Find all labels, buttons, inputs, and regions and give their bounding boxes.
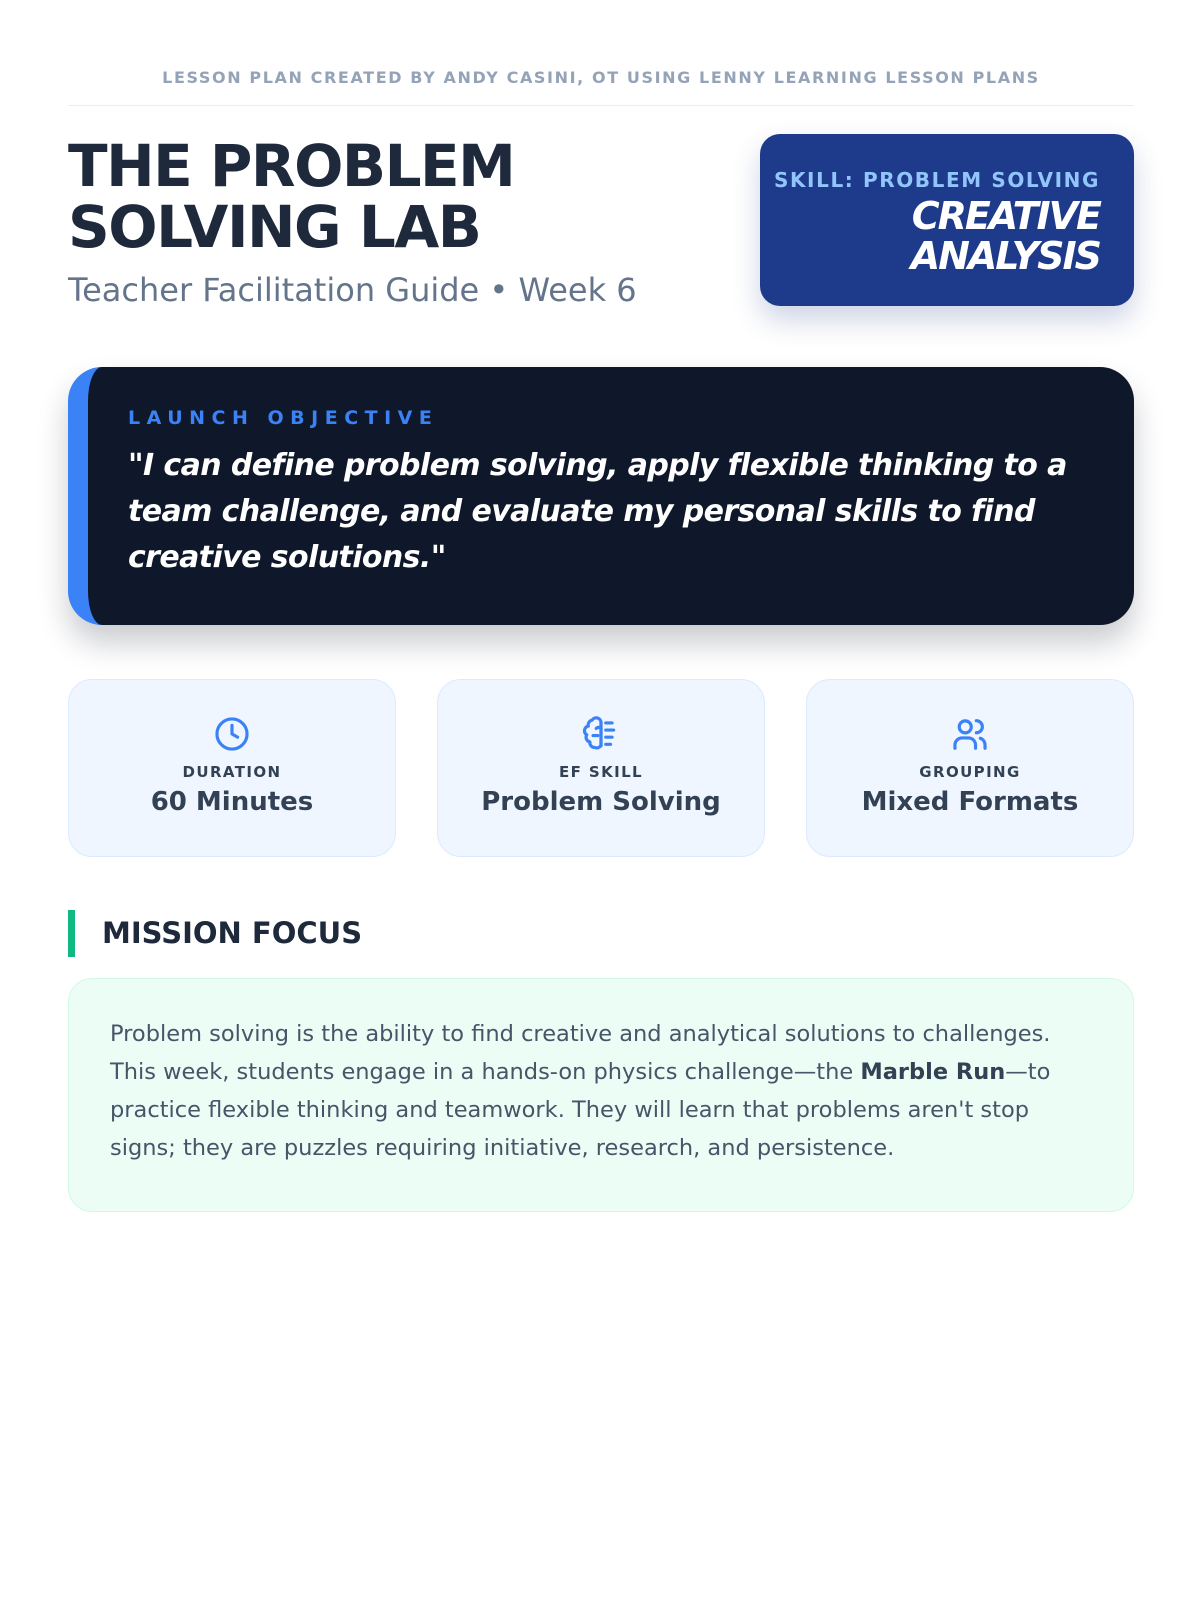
skill-label: SKILL: PROBLEM SOLVING [773, 168, 1100, 192]
info-cards [68, 679, 1134, 857]
page-subtitle: Teacher Facilitation Guide • Week 6 [68, 271, 637, 309]
mission-focus-box [68, 978, 1134, 1212]
skill-badge [760, 134, 1134, 306]
header [68, 106, 1134, 376]
skill-name-line-1: CREATIVE [911, 194, 1100, 238]
clock-icon [213, 715, 251, 753]
skill-name [760, 196, 1100, 276]
title-line-2: SOLVING LAB [68, 193, 481, 261]
lesson-plan-page [68, 0, 1134, 1161]
mission-text [110, 1015, 1093, 1167]
mission-text-start: Problem solving is the ability to find creative and analytical solutions to challenges. This week, students engage in a hands-on physics challenge—the [110, 1021, 1051, 1085]
grouping-value: Mixed Formats [861, 787, 1079, 817]
duration-label: DURATION [182, 763, 282, 781]
skill-name-line-2: ANALYSIS [910, 234, 1100, 278]
ef-skill-value: Problem Solving [481, 787, 721, 817]
mission-text-end: —to practice flexible thinking and teamwork. They will learn that problems aren't stop signs; they are puzzles requiring initiative, research, and persistence. [110, 1059, 1051, 1161]
title-line-1: THE PROBLEM [68, 132, 515, 200]
users-icon [951, 715, 989, 753]
ef-skill-card [437, 679, 765, 857]
mission-focus-heading: MISSION FOCUS [68, 910, 362, 957]
ef-skill-label: EF SKILL [558, 763, 644, 781]
objective-text: "I can define problem solving, apply flexible thinking to a team challenge, and evaluate my personal skills to find creative solutions." [128, 448, 1067, 575]
duration-card [68, 679, 396, 857]
mission-text-bold: Marble Run [860, 1059, 1006, 1085]
grouping-label: GROUPING [919, 763, 1021, 781]
page-title [68, 132, 515, 261]
objective-label: LAUNCH OBJECTIVE [128, 407, 439, 429]
launch-objective-card [68, 367, 1134, 625]
duration-value: 60 Minutes [150, 787, 314, 817]
grouping-card [806, 679, 1134, 857]
credit-line: LESSON PLAN CREATED BY ANDY CASINI, OT USING LENNY LEARNING LESSON PLANS [68, 68, 1134, 106]
brain-icon [582, 715, 620, 753]
